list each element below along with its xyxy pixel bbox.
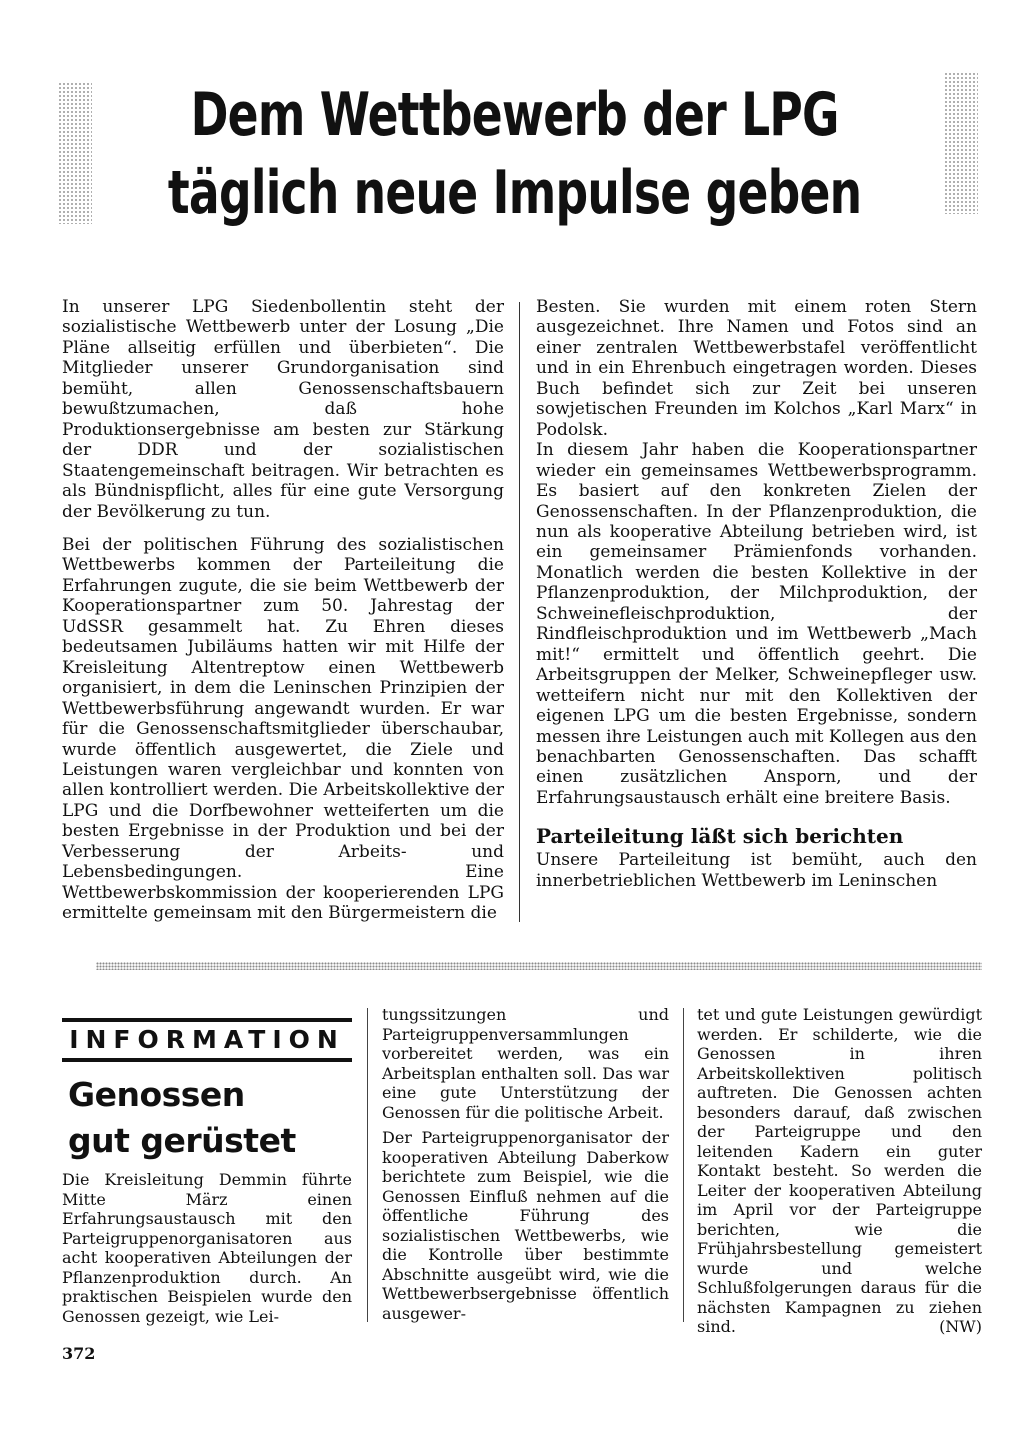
information-header xyxy=(62,1018,352,1164)
author-signature: (NW) xyxy=(939,1317,982,1336)
information-text: tet und gute Leistungen gewürdigt werden. Er schilderte, wie die Genossen in ihren Arbeitskollektiven politisch auftreten. Die Genossen achten besonders darauf, daß zwischen der Parteigruppe und den leitenden Kadern ein guter Kontakt besteht. So werden die Leiter der kooperativen Abteilung im April vor der Parteigruppe berichten, wie die Frühjahrsbestellung gemeistert wurde und welche Schlußfolgerungen daraus für die nächsten Kampagnen zu ziehen sind. xyxy=(697,1005,982,1336)
column-divider xyxy=(519,302,520,922)
information-title xyxy=(68,1072,352,1164)
information-title-line-2: gut gerüstet xyxy=(68,1121,296,1160)
article-paragraph: In diesem Jahr haben die Kooperationspartner wieder ein gemeinsames Wettbewerbsprogramm. Es basiert auf den konkreten Zielen der Genossenschaften. In der Pflanzenproduktion, die nun als kooperative Abteilung betrieben wird, ist ein gemeinsamer Prämienfonds vorhanden. Monatlich werden die besten Kollektive in der Pflanzenproduktion, der Milchproduktion, der Schweinefleischproduktion, der Rindfleischproduktion und im Wettbewerb „Mach mit!“ ermittelt und öffentlich geehrt. Die Arbeitsgruppen der Melker, Schweinepfleger usw. wetteifern nicht nur mit den Kollektiven der eigenen LPG um die besten Ergebnisse, sondern messen ihre Leistungen auch mit Kollegen aus den benachbarten Genossenschaften. Das schafft einen zusätzlichen Ansporn, und der Erfahrungsaustausch erhält eine breitere Basis. xyxy=(536,440,977,808)
information-column-2 xyxy=(382,1005,669,1323)
information-title-line-1: Genossen xyxy=(68,1075,245,1114)
information-paragraph: Der Parteigruppenorganisator der kooperativen Abteilung Daberkow berichtete zum Beispiel, wie die Genossen Einfluß nehmen auf die öffentliche Führung des sozialistischen Wettbewerbs, wie die Kontrolle über bestimmte Abschnitte ausgeübt wird, wie die Wettbewerbsergebnisse öffentlich ausgewer- xyxy=(382,1128,669,1323)
halftone-ornament-right xyxy=(944,72,978,214)
headline-line-2: täglich neue Impulse geben xyxy=(167,158,862,228)
information-label: INFORMATION xyxy=(69,1025,345,1054)
information-paragraph: tungssitzungen und Parteigruppenversammlungen vorbereitet werden, was ein Arbeitsplan enthalten soll. Das war eine gute Unterstützung der Genossen für die politische Arbeit. xyxy=(382,1005,669,1122)
information-column-divider xyxy=(683,1008,684,1322)
halftone-ornament-left xyxy=(58,82,92,224)
article-paragraph: Unsere Parteileitung ist bemüht, auch den innerbetrieblichen Wettbewerb im Leninschen xyxy=(536,850,977,891)
information-column-3 xyxy=(697,1005,982,1337)
article-subheading: Parteileitung läßt sich berichten xyxy=(536,824,904,849)
page-number: 372 xyxy=(62,1344,96,1363)
article-right-column xyxy=(536,297,977,891)
information-rule-bottom xyxy=(62,1058,352,1062)
article-paragraph: Besten. Sie wurden mit einem roten Stern ausgezeichnet. Ihre Namen und Fotos sind an einer zentralen Wettbewerbstafel veröffentlicht und in ein Ehrenbuch eingetragen worden. Dieses Buch befindet sich zur Zeit bei unseren sowjetischen Freunden im Kolchos „Karl Marx“ in Podolsk. xyxy=(536,297,977,440)
information-paragraph xyxy=(697,1005,982,1337)
article-paragraph: In unserer LPG Siedenbollentin steht der sozialistische Wettbewerb unter der Losung „Die Pläne allseitig erfüllen und überbieten“. Die Mitglieder unserer Grundorganisation sind bemüht, allen Genossenschaftsbauern bewußtzumachen, daß hohe Produktionsergebnisse am besten zur Stärkung der DDR und der sozialistischen Staatengemeinschaft beitragen. Wir betrachten es als Bündnispflicht, alles für eine gute Versorgung der Bevölkerung zu tun. xyxy=(62,297,504,522)
section-divider xyxy=(96,962,982,970)
information-column-1 xyxy=(62,1170,352,1326)
article-paragraph: Bei der politischen Führung des sozialistischen Wettbewerbs kommen der Parteileitung die Erfahrungen zugute, die sie beim Wettbewerb der Kooperationspartner zum 50. Jahrestag der UdSSR gesammelt hat. Zu Ehren dieses bedeutsamen Jubiläums hatten wir mit Hilfe der Kreisleitung Altentreptow einen Wettbewerb organisiert, in dem die Leninschen Prinzipien der Wettbewerbsführung angewandt wurden. Er war für die Genossenschaftsmitglieder überschaubar, wurde öffentlich ausgewertet, die Ziele und Leistungen waren vergleichbar und konnten von allen kontrolliert werden. Die Arbeitskollektive der LPG und die Dorfbewohner wetteiferten um die besten Ergebnisse in der Produktion und bei der Verbesserung der Arbeits- und Lebensbedingungen. Eine Wettbewerbskommission der kooperierenden LPG ermittelte gemeinsam mit den Bürgermeistern die xyxy=(62,534,504,924)
article-left-column xyxy=(62,297,504,924)
headline xyxy=(126,76,904,232)
headline-line-1: Dem Wettbewerb der LPG xyxy=(190,80,839,150)
information-column-divider xyxy=(367,1008,368,1322)
information-paragraph: Die Kreisleitung Demmin führte Mitte März einen Erfahrungsaustausch mit den Parteigruppenorganisatoren aus acht kooperativen Abteilungen der Pflanzenproduktion durch. An praktischen Beispielen wurde den Genossen gezeigt, wie Lei- xyxy=(62,1170,352,1326)
